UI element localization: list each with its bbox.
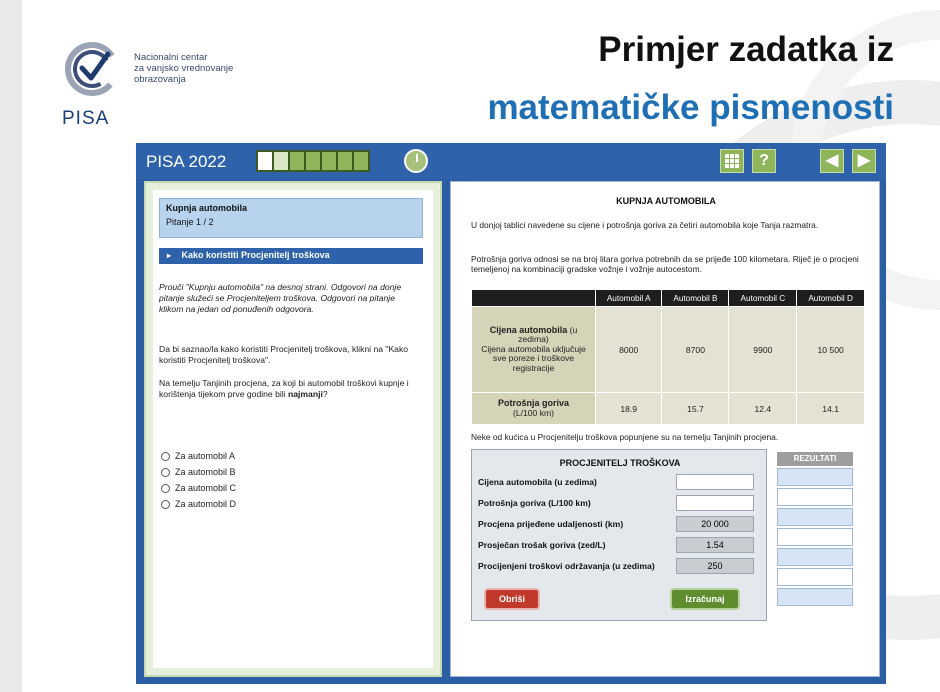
estimator-label: Procjena prijeđene udaljenosti (km) <box>478 519 624 529</box>
estimator-label: Potrošnja goriva (L/100 km) <box>478 498 591 508</box>
option-label: Za automobil B <box>175 467 236 477</box>
estimator-row-fuel <box>478 495 762 513</box>
table-row-price <box>472 307 865 393</box>
logo-check-icon <box>62 38 124 100</box>
price-cell: 8000 <box>596 307 662 393</box>
radio-icon <box>161 468 170 477</box>
estimator-label: Prosječan trošak goriva (zed/L) <box>478 540 606 550</box>
row-header-price <box>472 307 596 393</box>
estimator-row-price <box>478 474 762 492</box>
fuel-cell: 18.9 <box>596 393 662 425</box>
slide <box>22 0 940 692</box>
pisa-test-window <box>136 143 886 684</box>
price-note: Cijena automobila uključuje sve poreze i troškove registracije <box>481 343 586 373</box>
logo-text <box>134 52 233 85</box>
arrow-left-icon: ◀ <box>825 152 839 169</box>
estimator-row-fuel-cost <box>478 537 762 555</box>
help-hint-text: Da bi saznao/la kako koristiti Procjenitelj troškova, klikni na "Kako koristiti Procjenitelj troškova". <box>159 344 409 365</box>
answer-options <box>161 448 381 512</box>
price-label-bold: Cijena automobila <box>489 324 568 335</box>
help-button[interactable]: ? <box>752 149 776 173</box>
top-toolbar <box>136 143 886 179</box>
radio-icon <box>161 452 170 461</box>
maintenance-value: 250 <box>676 558 754 574</box>
progress-segment <box>338 152 352 170</box>
instruction-text: Prouči "Kupnju automobila" na desnoj strani. Odgovori na donje pitanje služeći se Procjeniteljem troškova. Odgovori na pitanje klikom na jedan od ponuđenih odgovora. <box>159 282 402 314</box>
result-cell <box>777 508 853 526</box>
fuel-consumption-input[interactable] <box>676 495 754 511</box>
price-label-rest: (u zedima) <box>518 324 578 345</box>
fuel-cell: 12.4 <box>729 393 797 425</box>
estimator-row-maintenance <box>478 558 762 576</box>
cost-estimator <box>471 449 767 621</box>
result-cell <box>777 588 853 606</box>
fuel-note-text: Potrošnja goriva odnosi se na broj litara goriva potrebnih da se prijeđe 100 kilometara. Riječ je o procjeni temeljenoj na kombinaciji gradske vožnje i vožnje autocestom. <box>471 254 859 274</box>
result-cell <box>777 488 853 506</box>
progress-segment <box>322 152 336 170</box>
calculator-icon <box>725 154 739 168</box>
previous-button[interactable] <box>820 149 844 173</box>
question-number: Pitanje 1 / 2 <box>166 217 214 227</box>
question-panel <box>144 181 442 677</box>
howto-estimator-link[interactable] <box>159 248 423 264</box>
result-cell <box>777 568 853 586</box>
unit-title: Kupnja automobila <box>166 203 247 213</box>
column-header: Automobil A <box>596 290 662 307</box>
price-cell: 8700 <box>662 307 729 393</box>
prefill-note-text: Neke od kućica u Procjenitelju troškova popunjene su na temelju Tanjinih procjena. <box>471 432 779 442</box>
stimulus-title: KUPNJA AUTOMOBILA <box>616 196 716 206</box>
progress-segment <box>258 152 272 170</box>
intro-text: U donjoj tablici navedene su cijene i potrošnja goriva za četiri automobila koje Tanja razmatra. <box>471 220 819 230</box>
clock-icon <box>404 149 428 173</box>
clear-button[interactable]: Obriši <box>484 588 540 610</box>
triangle-right-icon: ▸ <box>167 251 172 260</box>
estimator-title: PROCJENITELJ TROŠKOVA <box>559 458 681 468</box>
question-panel-content <box>153 190 433 668</box>
row-header-fuel <box>472 393 596 425</box>
table-header-row <box>472 290 865 307</box>
calculator-button[interactable] <box>720 149 744 173</box>
fuel-cell: 14.1 <box>797 393 865 425</box>
radio-icon <box>161 500 170 509</box>
calculate-button[interactable]: Izračunaj <box>670 588 740 610</box>
column-header: Automobil D <box>797 290 865 307</box>
app-title: PISA 2022 <box>146 152 227 171</box>
option-c[interactable] <box>161 480 381 496</box>
fuel-label-rest: (L/100 km) <box>512 407 555 418</box>
column-header: Automobil B <box>662 290 729 307</box>
question-text-end: ? <box>322 389 328 399</box>
logo-line: Nacionalni centar <box>134 52 208 63</box>
option-label: Za automobil D <box>175 499 237 509</box>
progress-segment <box>290 152 304 170</box>
option-b[interactable] <box>161 464 381 480</box>
option-a[interactable] <box>161 448 381 464</box>
stimulus-panel <box>450 181 880 677</box>
radio-icon <box>161 484 170 493</box>
table-row-fuel <box>472 393 865 425</box>
progress-segment <box>274 152 288 170</box>
results-header: REZULTATI <box>777 452 853 466</box>
logo-line: za vanjsko vrednovanje <box>134 63 234 74</box>
result-cell <box>777 528 853 546</box>
estimator-row-distance <box>478 516 762 534</box>
car-price-input[interactable] <box>676 474 754 490</box>
cars-table <box>471 289 865 425</box>
ncvvo-logo <box>62 38 322 133</box>
result-cell <box>777 548 853 566</box>
progress-indicator <box>256 150 370 172</box>
progress-segment <box>306 152 320 170</box>
distance-value: 20 000 <box>676 516 754 532</box>
fuel-label-bold: Potrošnja goriva <box>497 398 569 408</box>
results-column <box>777 452 853 606</box>
option-label: Za automobil C <box>175 483 237 493</box>
question-header <box>159 198 423 238</box>
logo-line: obrazovanja <box>134 74 186 85</box>
pisa-logo-word: PISA <box>62 108 110 129</box>
fuel-cell: 15.7 <box>662 393 729 425</box>
fuel-cost-value: 1.54 <box>676 537 754 553</box>
table-corner <box>472 290 596 307</box>
howto-label: Kako koristiti Procjenitelj troškova <box>181 250 330 260</box>
arrow-right-icon: ▶ <box>857 152 871 169</box>
question-text-emphasis: najmanji <box>287 389 323 399</box>
option-d[interactable] <box>161 496 381 512</box>
question-text-start: Na temelju Tanjinih procjena, za koji bi automobil troškovi kupnje i korištenja tijekom prve godine bili <box>159 378 409 399</box>
progress-segment <box>354 152 368 170</box>
column-header: Automobil C <box>729 290 797 307</box>
next-button[interactable] <box>852 149 876 173</box>
question-text <box>159 378 421 400</box>
price-cell: 10 500 <box>797 307 865 393</box>
estimator-label: Cijena automobila (u zedima) <box>478 477 597 487</box>
result-cell <box>777 468 853 486</box>
option-label: Za automobil A <box>175 451 236 461</box>
slide-title-line1: Primjer zadatka iz <box>598 30 894 69</box>
estimator-label: Procijenjeni troškovi održavanja (u zedima) <box>478 561 655 571</box>
slide-title-line2: matematičke pismenosti <box>487 88 894 127</box>
price-cell: 9900 <box>729 307 797 393</box>
